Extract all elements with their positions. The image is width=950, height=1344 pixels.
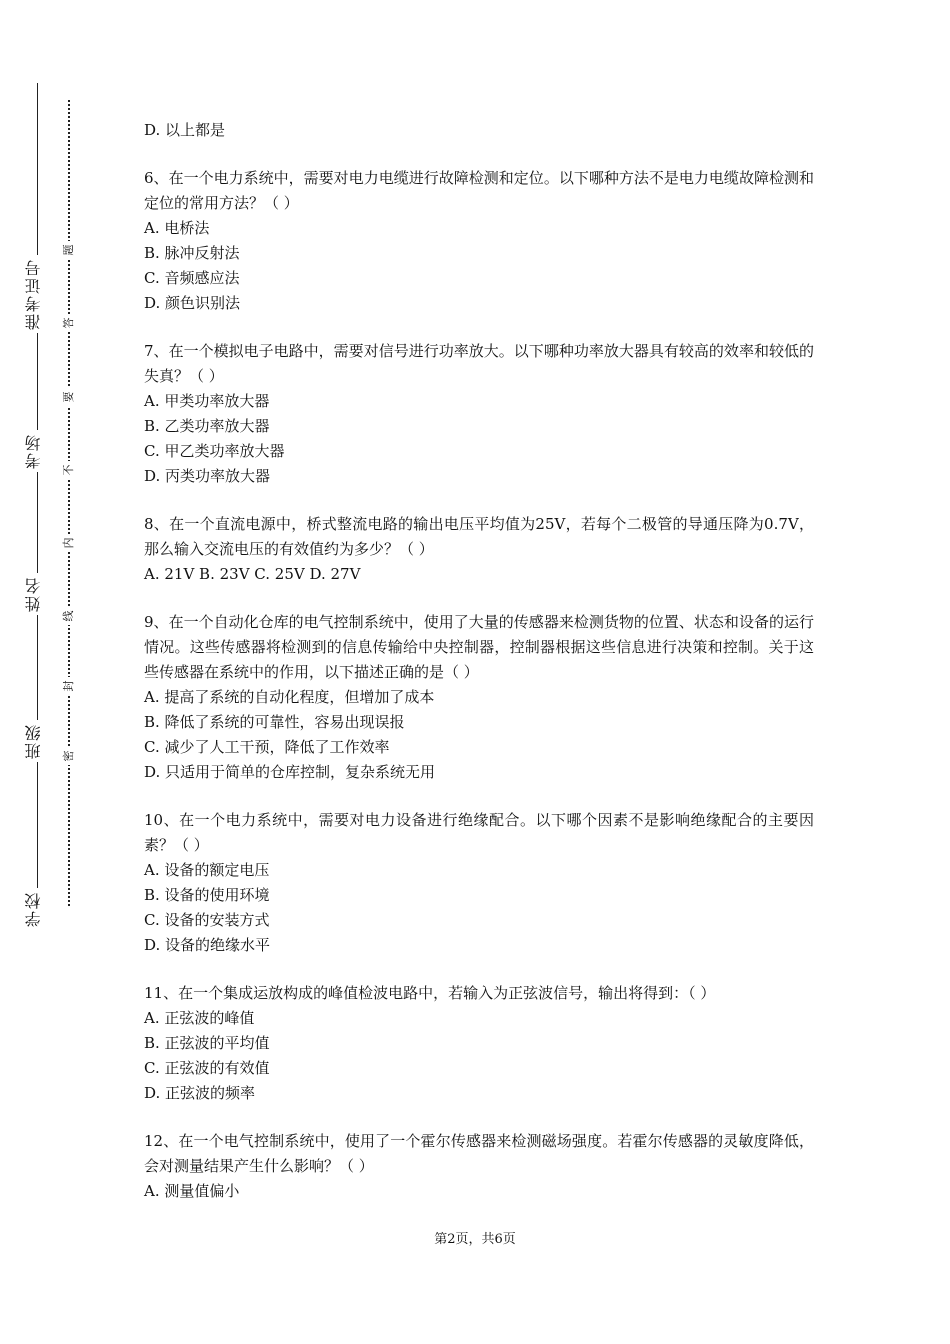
option-text: A. 21V B. 23V C. 25V D. 27V bbox=[144, 565, 361, 583]
question-stem: 8、在一个直流电源中，桥式整流电路的输出电压平均值为25V，若每个二极管的导通压降为0.7V，那么输入交流电压的有效值约为多少？（ ） bbox=[144, 515, 814, 558]
question-stem: 11、在一个集成运放构成的峰值检波电路中，若输入为正弦波信号，输出将得到：（ ） bbox=[144, 984, 716, 1002]
field-label-name: 姓名 bbox=[22, 573, 52, 615]
option-text: B. 脉冲反射法 bbox=[144, 244, 240, 262]
seal-char: 线 bbox=[62, 607, 76, 625]
question-stem: 7、在一个模拟电子电路中，需要对信号进行功率放大。以下哪种功率放大器具有较高的效率和较低的失真？（ ） bbox=[144, 342, 814, 385]
option-text: D. 设备的绝缘水平 bbox=[144, 936, 271, 954]
question-10 bbox=[144, 808, 814, 958]
binding-solid-line bbox=[37, 83, 38, 928]
seal-char: 内 bbox=[62, 534, 76, 552]
seal-char: 题 bbox=[62, 241, 76, 259]
question-6 bbox=[144, 166, 814, 316]
option-text: C. 正弦波的有效值 bbox=[144, 1059, 270, 1077]
field-label-exam-room: 考场 bbox=[22, 430, 52, 472]
question-stem: 12、在一个电气控制系统中，使用了一个霍尔传感器来检测磁场强度。若霍尔传感器的灵敏度降低，会对测量结果产生什么影响？（ ） bbox=[144, 1132, 814, 1175]
question-8 bbox=[144, 512, 814, 587]
binding-margin bbox=[0, 0, 110, 1344]
option-text: A. 提高了系统的自动化程度，但增加了成本 bbox=[144, 688, 435, 706]
option-text: B. 乙类功率放大器 bbox=[144, 417, 270, 435]
option-text: D. 丙类功率放大器 bbox=[144, 467, 271, 485]
question-stem: 6、在一个电力系统中，需要对电力电缆进行故障检测和定位。以下哪种方法不是电力电缆故障检测和定位的常用方法？（ ） bbox=[144, 169, 814, 212]
seal-char: 答 bbox=[62, 314, 76, 332]
question-list bbox=[144, 118, 814, 1204]
option-text: A. 甲类功率放大器 bbox=[144, 392, 270, 410]
seal-char: 要 bbox=[62, 388, 76, 406]
option-text: A. 测量值偏小 bbox=[144, 1182, 240, 1200]
option-text: C. 设备的安装方式 bbox=[144, 911, 270, 929]
question-stem: 10、在一个电力系统中，需要对电力设备进行绝缘配合。以下哪个因素不是影响绝缘配合的主要因素？（ ） bbox=[144, 811, 814, 854]
question-12 bbox=[144, 1129, 814, 1204]
option-text: C. 减少了人工干预，降低了工作效率 bbox=[144, 738, 390, 756]
page-footer: 第2页，共6页 bbox=[434, 1232, 516, 1247]
option-text: B. 设备的使用环境 bbox=[144, 886, 270, 904]
option-text: D. 只适用于简单的仓库控制，复杂系统无用 bbox=[144, 763, 436, 781]
field-label-school: 学校 bbox=[22, 888, 52, 930]
seal-char: 封 bbox=[62, 677, 76, 695]
field-label-class: 班级 bbox=[22, 720, 52, 762]
option-text: A. 电桥法 bbox=[144, 219, 210, 237]
option-text: C. 甲乙类功率放大器 bbox=[144, 442, 285, 460]
option-text: B. 降低了系统的可靠性，容易出现误报 bbox=[144, 713, 405, 731]
option-text: C. 音频感应法 bbox=[144, 269, 240, 287]
seal-char: 密 bbox=[62, 747, 76, 765]
option-text: D. 以上都是 bbox=[144, 121, 226, 139]
question-11 bbox=[144, 981, 814, 1106]
field-label-exam-number: 准考证号 bbox=[22, 255, 52, 333]
question-9 bbox=[144, 610, 814, 785]
question-7 bbox=[144, 339, 814, 489]
option-text: D. 正弦波的频率 bbox=[144, 1084, 256, 1102]
option-text: D. 颜色识别法 bbox=[144, 294, 241, 312]
option-text: A. 正弦波的峰值 bbox=[144, 1009, 255, 1027]
option-text: A. 设备的额定电压 bbox=[144, 861, 270, 879]
seal-char: 不 bbox=[62, 461, 76, 479]
binding-dotted-line bbox=[68, 100, 70, 906]
option-text: B. 正弦波的平均值 bbox=[144, 1034, 270, 1052]
question-stem: 9、在一个自动化仓库的电气控制系统中，使用了大量的传感器来检测货物的位置、状态和设备的运行情况。这些传感器将检测到的信息传输给中央控制器，控制器根据这些信息进行决策和控制。关于这些传感器在系统中的作用，以下描述正确的是（ ） bbox=[144, 613, 814, 681]
